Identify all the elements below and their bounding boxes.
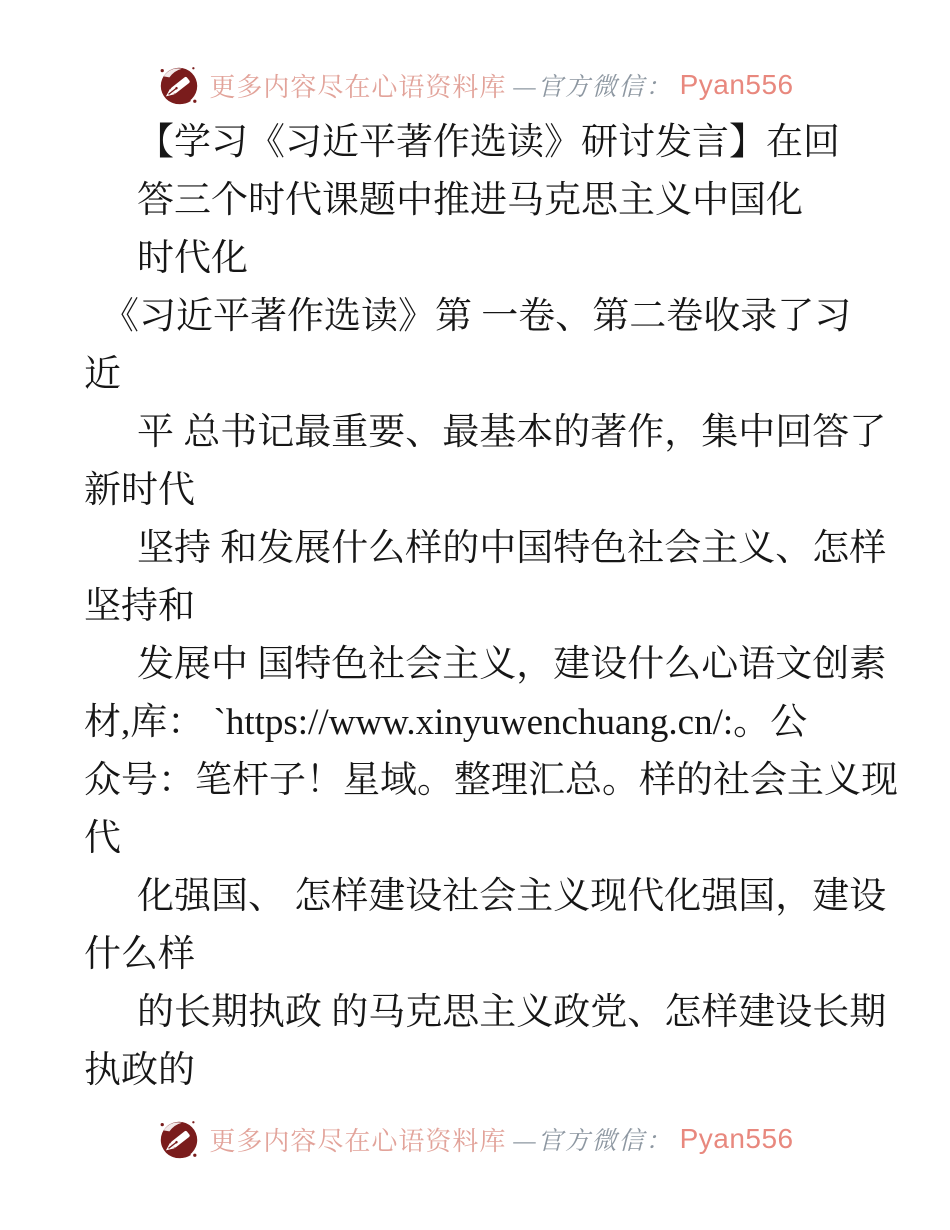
doc-line: 坚持 和发展什么样的中国特色社会主义、怎样 [137, 528, 887, 569]
doc-line: 化强国、 怎样建设社会主义现代化强国，建设 [137, 876, 887, 917]
doc-title-line: 【学习《习近平著作选读》研讨发言】在回 [137, 122, 840, 163]
doc-line: 坚持和 [84, 586, 195, 627]
wechat-label: —官方微信： [513, 74, 673, 101]
doc-line: 众号：笔杆子！星域。整理汇总。样的社会主义现 [84, 760, 898, 801]
brand-text: 更多内容尽在心语资料库 [209, 1126, 507, 1156]
document-body [84, 114, 898, 1100]
doc-line: 《习近平著作选读》第 一卷、第二卷收录了习 [102, 296, 852, 337]
wechat-id: Pyan556 [679, 1123, 794, 1154]
watermark-footer [0, 1116, 950, 1162]
doc-line-url: 材,库： `https://www.xinyuwenchuang.cn/:。公 [84, 702, 808, 743]
doc-line: 代 [84, 818, 121, 859]
doc-line: 执政的 [84, 1050, 195, 1091]
pen-nib-logo-icon [156, 62, 202, 108]
doc-line: 的长期执政 的马克思主义政党、怎样建设长期 [137, 992, 887, 1033]
doc-title-line: 答三个时代课题中推进马克思主义中国化 [137, 180, 803, 221]
doc-line: 近 [84, 354, 121, 395]
doc-line: 什么样 [84, 934, 195, 975]
doc-title-line: 时代化 [137, 238, 248, 279]
watermark-header [0, 62, 950, 108]
wechat-id: Pyan556 [679, 69, 794, 100]
brand-text: 更多内容尽在心语资料库 [209, 72, 507, 102]
doc-line: 发展中 国特色社会主义，建设什么心语文创素 [137, 644, 887, 685]
doc-line: 平 总书记最重要、最基本的著作，集中回答了 [137, 412, 887, 453]
wechat-label: —官方微信： [513, 1128, 673, 1155]
pen-nib-logo-icon [156, 1116, 202, 1162]
doc-line: 新时代 [84, 470, 195, 511]
